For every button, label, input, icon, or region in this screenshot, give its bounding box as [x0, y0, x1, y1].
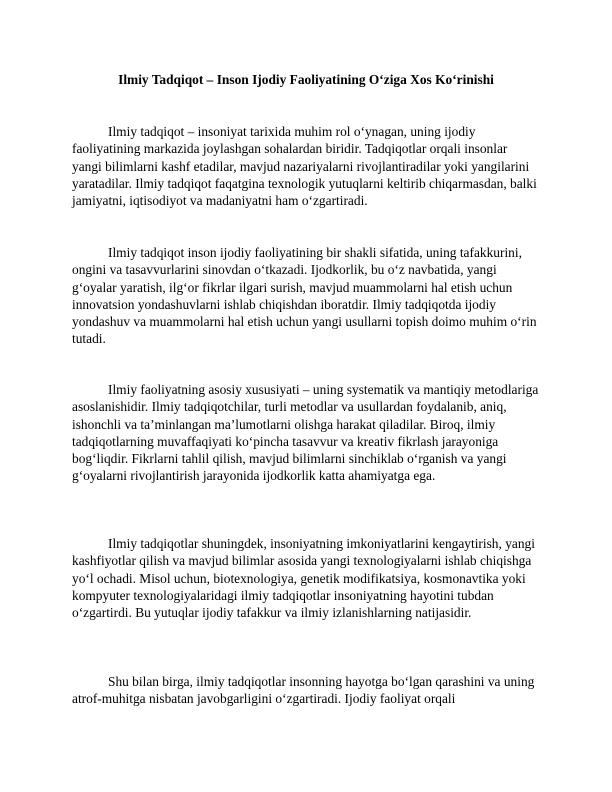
paragraph-4: Ilmiy tadqiqotlar shuningdek, insoniyatning imkoniyatlarini kengaytirish, yangi kashfiyotlar qilish va mavjud bilimlar asosida yangi texnologiyalarni ishlab chiqishga yo‘l ochadi. Misol uchun, biotexnologiya, genetik modifikatsiya, kosmonavtika yoki kompyuter texnologiyalaridagi ilmiy tadqiqotlar insoniyatning hayotini tubdan o‘zgartirdi. Bu yutuqlar ijodiy tafakkur va ilmiy izlanishlarning natijasidir.	[72, 536, 535, 621]
paragraph-5: Shu bilan birga, ilmiy tadqiqotlar insonning hayotga bo‘lgan qarashini va uning atrof-muhitga nisbatan javobgarligini o‘zgartiradi. Ijodiy faoliyat orqali	[72, 674, 535, 707]
paragraph-2: Ilmiy tadqiqot inson ijodiy faoliyatining bir shakli sifatida, uning tafakkurini, ongini va tasavvurlarini sinovdan o‘tkazadi. Ijodkorlik, bu o‘z navbatida, yangi g‘oyalar yaratish, ilg‘or fikrlar ilgari surish, mavjud muammolarni hal etish uchun innovatsion yondashuvlarni ishlab chiqishdan iboratdir. Ilmiy tadqiqotda ijodiy yondashuv va muammolarni hal etish uchun yangi usullarni topish doimo muhim o‘rin tutadi.	[72, 245, 537, 347]
paragraph-3: Ilmiy faoliyatning asosiy xususiyati – uning systematik va mantiqiy metodlariga asoslanishidir. Ilmiy tadqiqotchilar, turli metodlar va usullardan foydalanib, aniq, ishonchli va ta’minlangan ma’lumotlarni olishga harakat qiladilar. Biroq, ilmiy tadqiqotlarning muvaffaqiyati ko‘pincha tasavvur va kreativ fikrlash jarayoniga bog‘liqdir. Fikrlarni tahlil qilish, mavjud bilimlarni sinchiklab o‘rganish va yangi g‘oyalarni rivojlantirish jarayonida ijodkorlik katta ahamiyatga ega.	[72, 382, 539, 484]
document-title: Ilmiy Tadqiqot – Inson Ijodiy Faoliyatining O‘ziga Xos Ko‘rinishi	[118, 72, 494, 87]
paragraph-1: Ilmiy tadqiqot – insoniyat tarixida muhim rol o‘ynagan, uning ijodiy faoliyatining markazida joylashgan sohalardan biridir. Tadqiqotlar orqali insonlar yangi bilimlarni kashf etadilar, mavjud nazariyalarni rivojlantiradilar yoki yangilarini yaratadilar. Ilmiy tadqiqot faqatgina texnologik yutuqlarni keltirib chiqarmasdan, balki jamiyatni, iqtisodiyot va madaniyatni ham o‘zgartiradi.	[72, 124, 537, 209]
